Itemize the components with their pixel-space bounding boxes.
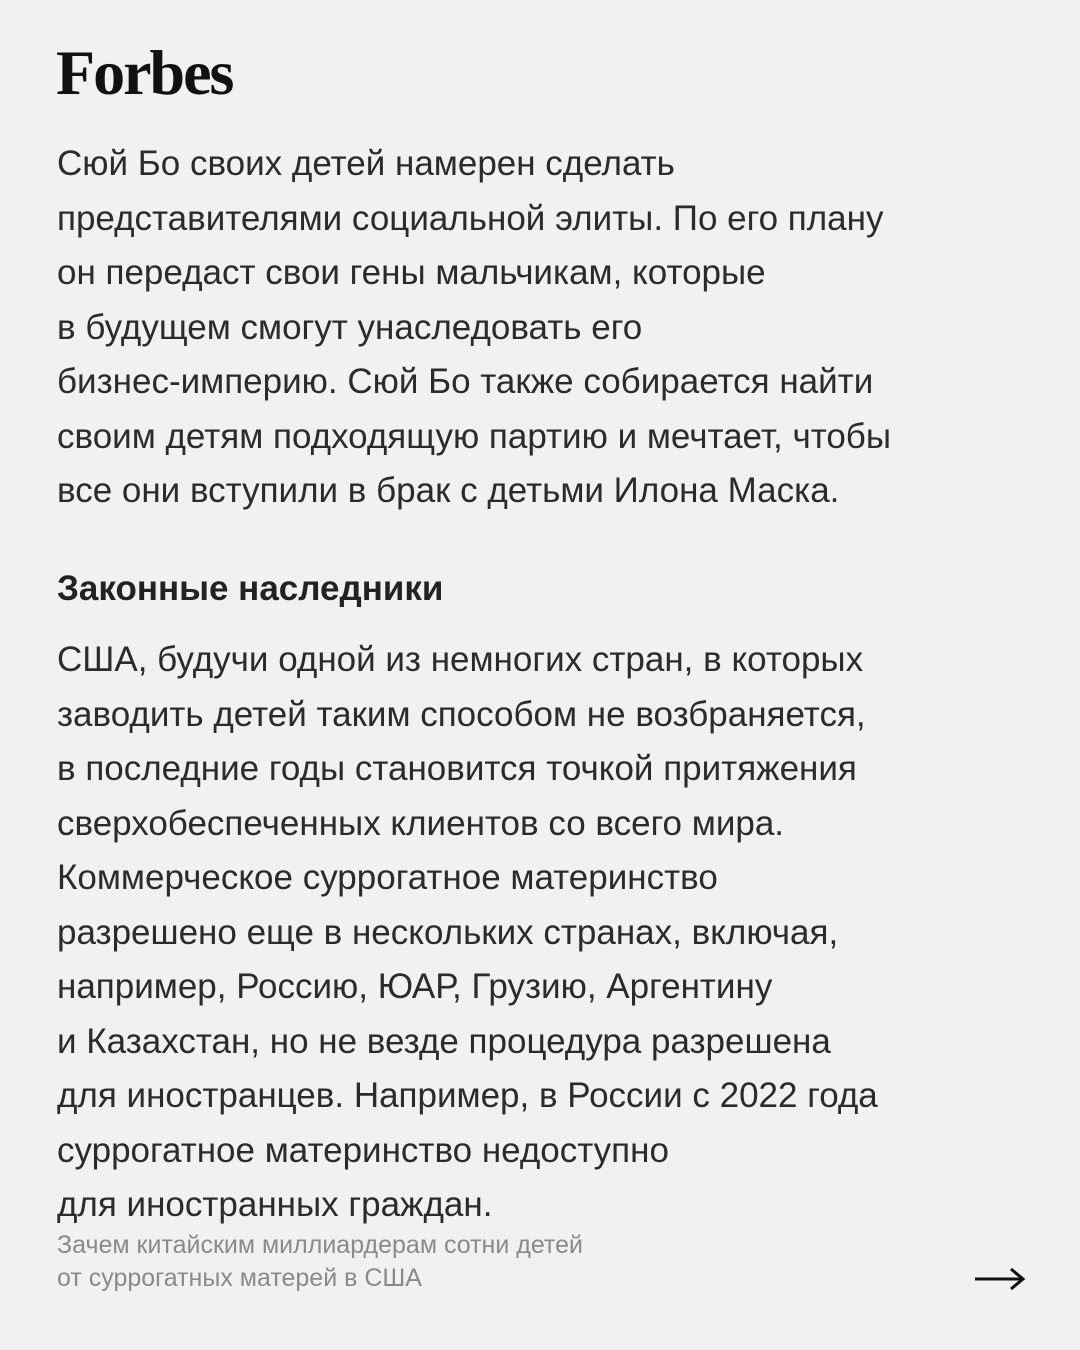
paragraph-line: своим детям подходящую партию и мечтает, чтобы (57, 416, 892, 456)
paragraph-line: все они вступили в брак с детьми Илона Маска. (57, 471, 840, 510)
paragraph-line: для иностранных граждан. (57, 1185, 493, 1224)
paragraph-line: Сюй Бо своих детей намерен сделать (57, 144, 675, 183)
paragraph-line: разрешено еще в нескольких странах, включая, (57, 912, 839, 952)
section-heading: Законные наследники (57, 569, 444, 608)
paragraph-line: заводить детей таким способом не возбраняется, (57, 694, 866, 734)
caption-line: от суррогатных матерей в США (57, 1264, 422, 1292)
forbes-logo: Forbes (56, 37, 233, 108)
article-source-caption (57, 1229, 583, 1295)
arrow-right-icon[interactable] (974, 1267, 1026, 1291)
article-paragraph-1 (57, 137, 891, 519)
paragraph-line: в последние годы становится точкой притяжения (57, 749, 857, 788)
paragraph-line: сверхобеспеченных клиентов со всего мира. (57, 803, 785, 843)
paragraph-line: для иностранцев. Например, в России с 2022 года (57, 1076, 878, 1115)
paragraph-line: и Казахстан, но не везде процедура разрешена (57, 1021, 831, 1061)
paragraph-line: представителями социальной элиты. По его плану (57, 198, 884, 238)
paragraph-line: суррогатное материнство недоступно (57, 1130, 669, 1170)
paragraph-line: Коммерческое суррогатное материнство (57, 858, 718, 897)
caption-line: Зачем китайским миллиардерам сотни детей (57, 1231, 583, 1259)
paragraph-line: США, будучи одной из немногих стран, в которых (57, 640, 864, 679)
paragraph-line: он передаст свои гены мальчикам, которые (57, 253, 766, 292)
article-paragraph-2 (57, 633, 878, 1233)
paragraph-line: в будущем смогут унаследовать его (57, 307, 643, 347)
paragraph-line: бизнес-империю. Сюй Бо также собирается найти (57, 362, 874, 401)
paragraph-line: например, Россию, ЮАР, Грузию, Аргентину (57, 967, 773, 1006)
